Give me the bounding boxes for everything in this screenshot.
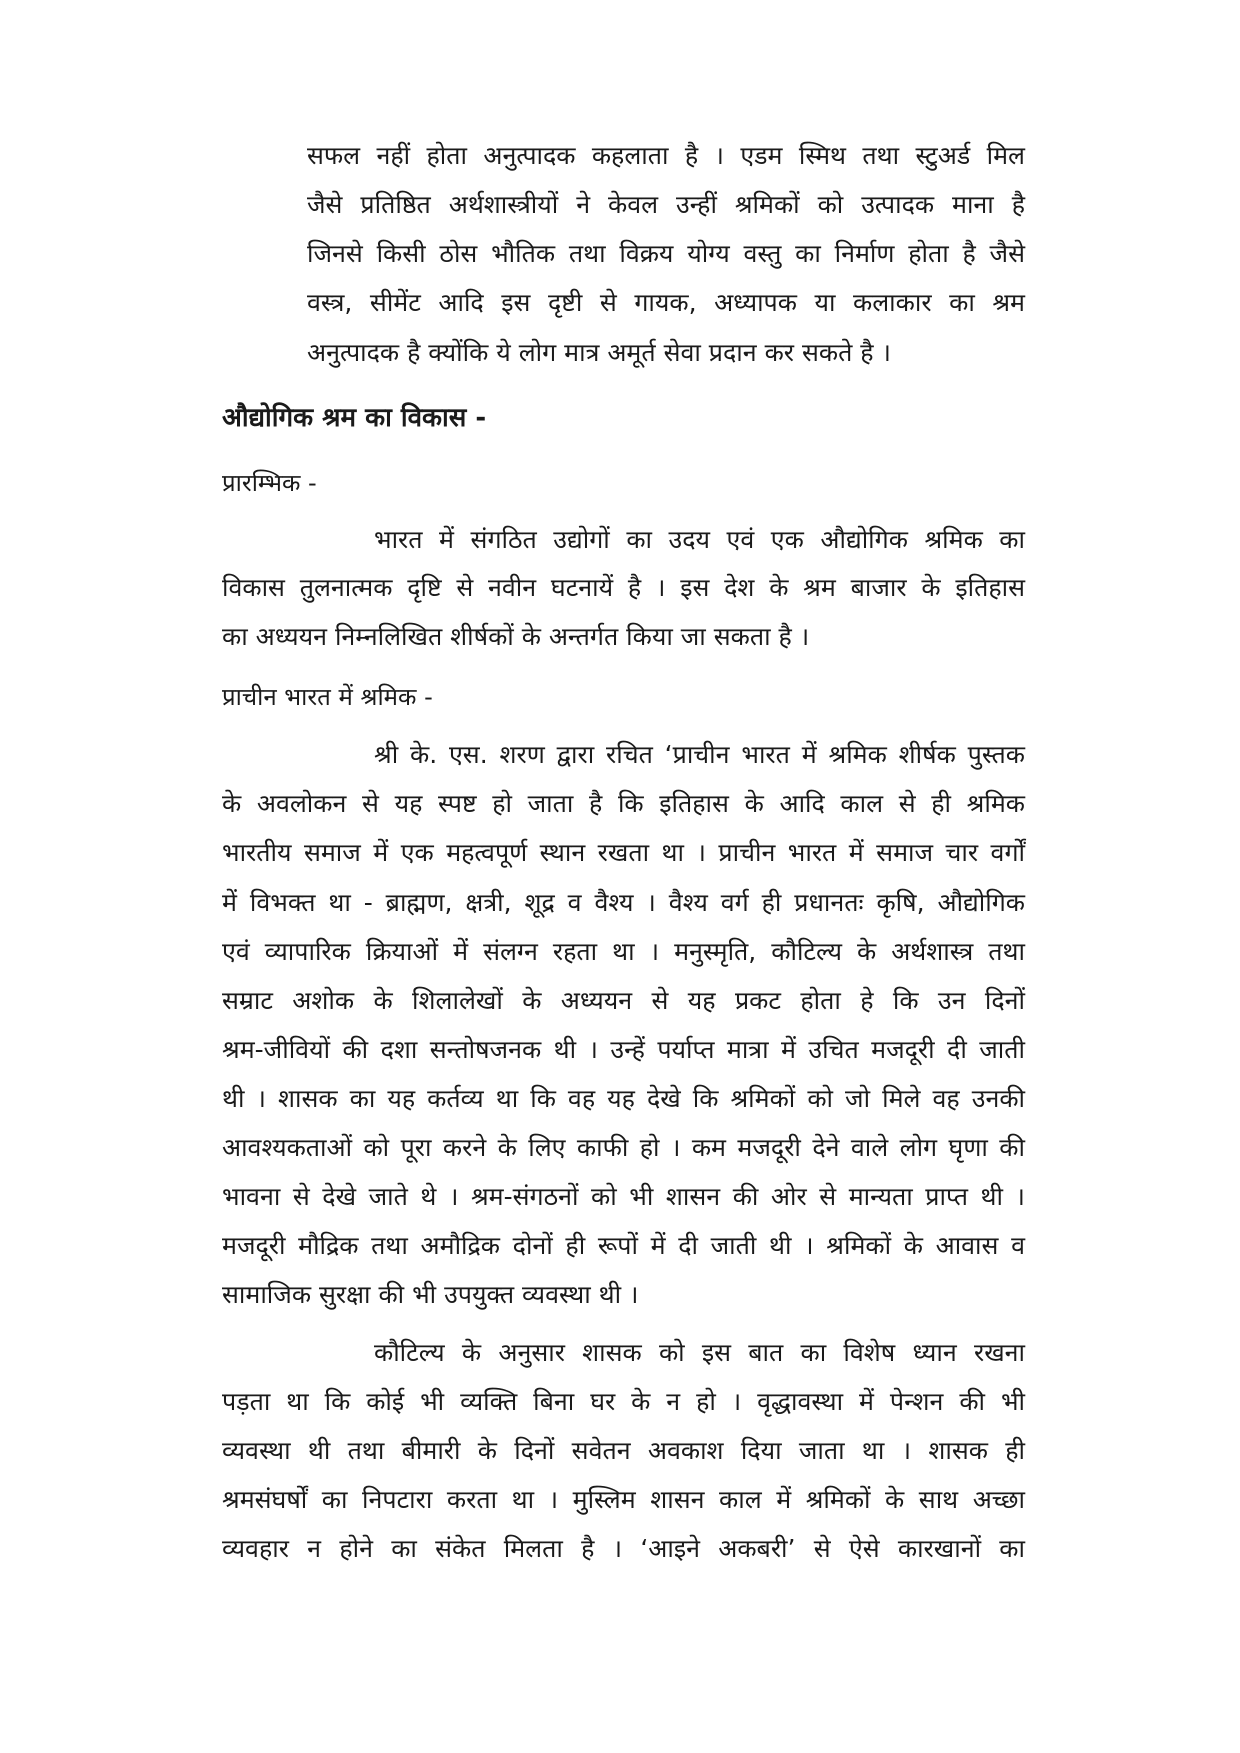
paragraph-line: कौटिल्य के अनुसार शासक को इस बात का विशेष ध्यान रखना [374,1338,1025,1367]
paragraph-line: थी । शासक का यह कर्तव्य था कि वह यह देखे कि श्रमिकों को जो मिले वह उनकी [222,1084,1025,1113]
paragraph-line: सामाजिक सुरक्षा की भी उपयुक्त व्यवस्था थी । [222,1280,639,1309]
paragraph-line: व्यवहार न होने का संकेत मिलता है । ‘आइने अकबरी’ से ऐसे कारखानों का [222,1534,1025,1563]
paragraph-line: श्री के. एस. शरण द्वारा रचित ‘प्राचीन भारत में श्रमिक शीर्षक पुस्तक [374,740,1025,769]
paragraph-line: विकास तुलनात्मक दृष्टि से नवीन घटनायें है । इस देश के श्रम बाजार के इतिहास [222,573,1025,602]
paragraph-line: व्यवस्था थी तथा बीमारी के दिनों सवेतन अवकाश दिया जाता था । शासक ही [222,1436,1025,1465]
paragraph-line: जैसे प्रतिष्ठित अर्थशास्त्रीयों ने केवल उन्हीं श्रमिकों को उत्पादक माना है [307,190,1025,219]
paragraph-line: में विभक्त था - ब्राह्मण, क्षत्री, शूद्र व वैश्य । वैश्य वर्ग ही प्रधानतः कृषि, औद्योगिक [222,888,1025,917]
subheading-initial: प्रारम्भिक - [222,469,317,497]
paragraph-line: सम्राट अशोक के शिलालेखों के अध्ययन से यह प्रकट होता हे कि उन दिनों [222,986,1025,1015]
paragraph-line: वस्त्र, सीमेंट आदि इस दृष्टी से गायक, अध्यापक या कलाकार का श्रम [307,288,1025,317]
paragraph-line: एवं व्यापारिक क्रियाओं में संलग्न रहता था । मनुस्मृति, कौटिल्य के अर्थशास्त्र तथा [222,937,1025,966]
paragraph-line: भावना से देखे जाते थे । श्रम-संगठनों को भी शासन की ओर से मान्यता प्राप्त थी । [222,1182,1025,1211]
section-heading: औद्योगिक श्रम का विकास - [222,403,487,433]
paragraph-line: मजदूरी मौद्रिक तथा अमौद्रिक दोनों ही रूपों में दी जाती थी । श्रमिकों के आवास व [222,1231,1025,1260]
paragraph-line: भारत में संगठित उद्योगों का उदय एवं एक औद्योगिक श्रमिक का [374,525,1025,554]
paragraph-line: का अध्ययन निम्नलिखित शीर्षकों के अन्तर्गत किया जा सकता है । [222,622,810,651]
paragraph-line: सफल नहीं होता अनुत्पादक कहलाता है । एडम स्मिथ तथा स्टुअर्ड मिल [307,141,1025,170]
paragraph-line: पड़ता था कि कोई भी व्यक्ति बिना घर के न हो । वृद्धावस्था में पेन्शन की भी [222,1387,1025,1416]
paragraph-line: श्रम-जीवियों की दशा सन्तोषजनक थी । उन्हें पर्याप्त मात्रा में उचित मजदूरी दी जाती [222,1035,1025,1064]
paragraph-line: अनुत्पादक है क्योंकि ये लोग मात्र अमूर्त सेवा प्रदान कर सकते है । [307,338,891,367]
paragraph-line: के अवलोकन से यह स्पष्ट हो जाता है कि इतिहास के आदि काल से ही श्रमिक [222,789,1025,818]
paragraph-line: आवश्यकताओं को पूरा करने के लिए काफी हो । कम मजदूरी देने वाले लोग घृणा की [222,1133,1025,1162]
subheading-ancient: प्राचीन भारत में श्रमिक - [222,683,433,711]
paragraph-line: श्रमसंघर्षों का निपटारा करता था । मुस्लिम शासन काल में श्रमिकों के साथ अच्छा [222,1485,1025,1514]
paragraph-line: भारतीय समाज में एक महत्वपूर्ण स्थान रखता था । प्राचीन भारत में समाज चार वर्गों [222,838,1025,867]
paragraph-line: जिनसे किसी ठोस भौतिक तथा विक्रय योग्य वस्तु का निर्माण होता है जैसे [307,239,1025,268]
